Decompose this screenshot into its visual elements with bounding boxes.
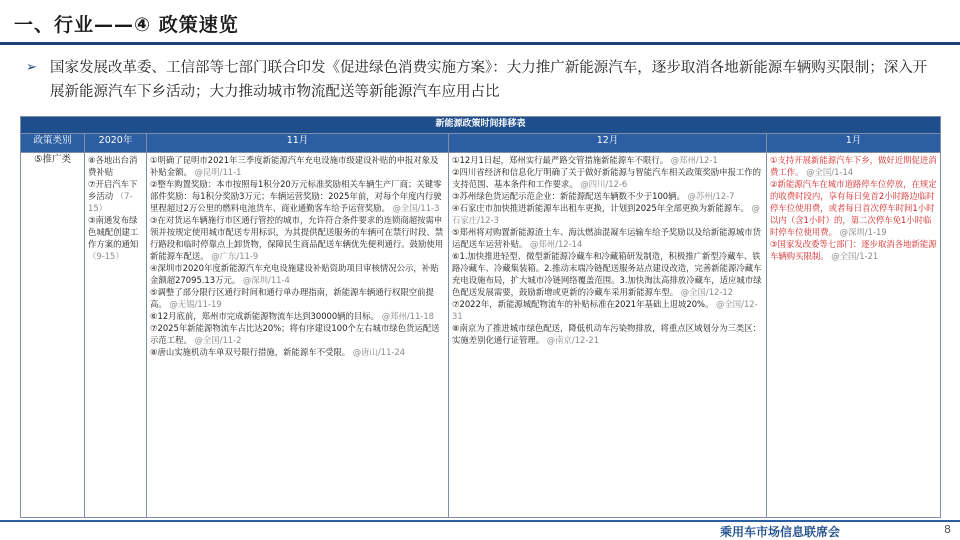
policy-source: @深圳/11-4 [240, 275, 290, 285]
policy-text: ⑧南京为了推进城市绿色配送，降低机动车污染物排放，将重点区域划分为三类区：实施差别化通行证管理。 [452, 323, 762, 345]
policy-text: ⑦开启汽车下乡活动 [88, 179, 138, 201]
header-2020: 2020年 [85, 134, 147, 153]
policy-item [452, 226, 763, 250]
policy-source: @全国/1-21 [828, 251, 879, 261]
col-jan-cell [767, 153, 941, 518]
policy-item [88, 154, 143, 178]
policy-text: ③国家发改委等七部门：逐步取消各地新能源车辆购买限制。 [770, 239, 937, 261]
col-dec-cell [449, 153, 767, 518]
header-november: 11月 [147, 134, 449, 153]
policy-text: ④石家庄市加快推进新能源车出租车更换，计划到2025年全部更换为新能源车。 [452, 203, 749, 213]
policy-text: ⑦2025年新能源物流车占比达20%；将有序建设100个左右城市绿色货运配送示范工程。 [150, 323, 440, 345]
policy-text: ②四川省经济和信息化厅明确了关于做好新能源与智能汽车相关政策奖励申报工作的支持范围、基本条件和工作要求。 [452, 167, 762, 189]
policy-source: （7-15） [88, 191, 133, 213]
col-nov-cell [147, 153, 449, 518]
policy-text: ①支持开展新能源汽车下乡，做好近期促进消费工作。 [770, 155, 937, 177]
policy-text: ②整车购置奖励：本市按照每1积分20万元标准奖励相关车辆生产厂商；关键零部件奖励：每1积分奖励3万元；车辆运营奖励：2025年前，对每个年度内行驶里程超过2万公里的燃料电池货车、商业通勤客车给予运营奖励。 [150, 179, 442, 213]
policy-source: （9-15） [88, 251, 124, 261]
policy-text: ②新能源汽车在城市道路停车位停放，在规定的收费时段内，享有每日免首2小时路边临时停车位使用费，或者每日首次停车时间1小时以内（含1小时）的，第二次停车免1小时临时停车位使用费。 [770, 179, 937, 237]
policy-text: ⑤调整了部分限行区通行时间和通行单办理指南，新能源车辆通行权限空前提高。 [150, 287, 434, 309]
policy-item [150, 322, 445, 346]
policy-text: ③南通发布绿色城配创建工作方案的通知 [88, 215, 139, 249]
policy-item [150, 262, 445, 286]
policy-item [150, 178, 445, 214]
policy-source: @苏州/12-7 [684, 191, 735, 201]
policy-text: ⑥12月底前，郑州市完成新能源物流车达到30000辆的目标。 [150, 311, 380, 321]
policy-item [452, 166, 763, 190]
policy-text: ⑦2022年，新能源城配物流车的补贴标准在2021年基础上退坡20%。 [452, 299, 714, 309]
policy-source: @全国/12-12 [678, 287, 734, 297]
policy-item [150, 346, 445, 358]
policy-source: @深圳/1-19 [837, 227, 887, 237]
policy-source: @昆明/11-1 [191, 167, 242, 177]
title-divider [0, 42, 960, 45]
policy-table [20, 116, 941, 518]
policy-source: @唐山/11-24 [350, 347, 406, 357]
policy-text: ⑧各地出台消费补贴 [88, 155, 138, 177]
header-january: 1月 [767, 134, 941, 153]
policy-text: ⑤郑州将对购置新能源渣土车、海汰燃油混凝车运输车给予奖励以及给新能源城市货运配送车运营补贴。 [452, 227, 762, 249]
policy-item [150, 310, 445, 322]
policy-item [770, 154, 937, 178]
policy-source: @全国/11-2 [191, 335, 242, 345]
policy-source: @广东/11-9 [208, 251, 259, 261]
policy-source: @郑州/12-14 [527, 239, 583, 249]
policy-item [452, 250, 763, 298]
policy-item [452, 154, 763, 166]
header-december: 12月 [449, 134, 767, 153]
header-category: 政策类别 [21, 134, 85, 153]
intro-text: 国家发展改革委、工信部等七部门联合印发《促进绿色消费实施方案》：大力推广新能源汽车，逐步取消各地新能源车辆购买限制；深入开展新能源汽车下乡活动；大力推动城市物流配送等新能源汽车应用占比 [50, 60, 928, 100]
policy-text: ③苏州绿色货运配示范企业：新能源配送车辆数不少于100辆。 [452, 191, 685, 201]
policy-text: ①12月1日起，郑州实行最严路交管措施新能源车不限行。 [452, 155, 669, 165]
policy-item [770, 238, 937, 262]
arrow-bullet-icon: ➢ [26, 60, 37, 75]
intro-paragraph [26, 56, 940, 104]
policy-source: @四川/12-6 [577, 179, 628, 189]
policy-item [88, 178, 143, 214]
policy-source: @郑州/11-18 [379, 311, 435, 321]
policy-text: ④深圳市2020年度新能源汽车充电设施建设补贴资助项目审核情况公示，补贴金额超27095.13万元。 [150, 263, 439, 285]
policy-item [452, 298, 763, 322]
policy-item [150, 154, 445, 178]
policy-source: @全国/12-31 [452, 299, 758, 321]
policy-item [452, 190, 763, 202]
policy-item [452, 322, 763, 346]
page-number: 8 [944, 523, 951, 536]
policy-source: @石家庄/12-3 [452, 203, 760, 225]
table-caption: 新能源政策时间排移表 [21, 117, 941, 134]
col-2020-cell [85, 153, 147, 518]
footer-divider [0, 520, 960, 522]
policy-source: @全国/1-14 [803, 167, 854, 177]
policy-item [150, 214, 445, 262]
category-cell: ⑤推广类 [21, 153, 85, 518]
slide-title: 一、行业——④ 政策速览 [14, 14, 239, 36]
policy-source: @南京/12-21 [544, 335, 600, 345]
policy-item [770, 178, 937, 238]
policy-text: ⑧唐山实施机动车单双号限行措施，新能源车不受限。 [150, 347, 351, 357]
footer-organization: 乘用车市场信息联席会 [720, 525, 841, 539]
policy-text: ③在对货运车辆施行市区通行管控的城市，允许符合条件要求的连锁商超按需申领并按规定使用城市配送专用标识，为其提供配送服务的车辆可在禁行时段、禁行路段和临时停靠点上卸货物，保障民生商品配送车辆优先便利通行。鼓励使用新能源车配送。 [150, 215, 444, 261]
policy-text: ⑥1.加快推进轻型、微型新能源冷藏车和冷藏箱研发制造，积极推广新型冷藏车、铁路冷藏车、冷藏集装箱。2.推动末端冷链配送服务站点建设改造，完善新能源冷藏车充电设施布局，扩大城市冷链网络覆盖范围。3.加快淘汰高排放冷藏车，适应城市绿色配送发展需要，鼓励新增或更新的冷藏车采用新能源车型。 [452, 251, 762, 297]
policy-source: @全国/11-3 [389, 203, 440, 213]
policy-item [452, 202, 763, 226]
policy-source: @郑州/12-1 [668, 155, 718, 165]
policy-item [150, 286, 445, 310]
policy-item [88, 214, 143, 262]
policy-text: ①明确了昆明市2021年三季度新能源汽车充电设施市级建设补贴的申报对象及补贴金额。 [150, 155, 439, 177]
policy-source: @无锡/11-19 [166, 299, 222, 309]
